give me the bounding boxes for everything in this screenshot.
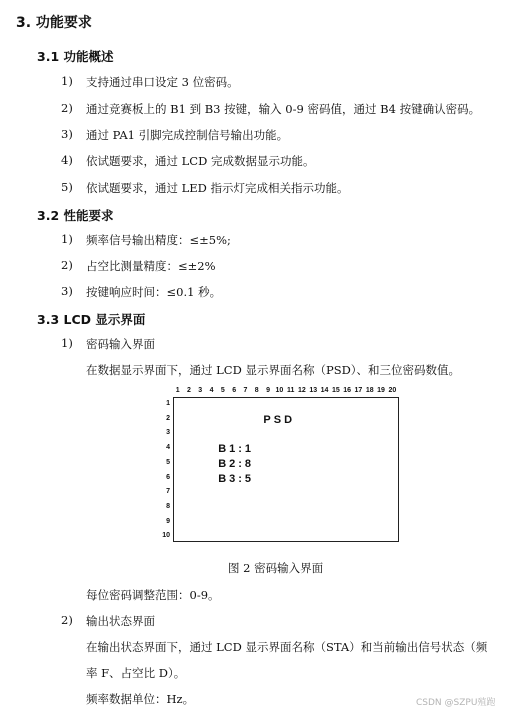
list-number: 1) xyxy=(61,336,73,350)
paragraph: 在数据显示界面下，通过 LCD 显示界面名称（PSD）、和三位密码数值。 xyxy=(86,363,461,377)
list-number: 1) xyxy=(61,74,73,88)
paragraph: 频率数据单位：Hz。 xyxy=(86,692,195,706)
list-item: 依试题要求，通过 LED 指示灯完成相关指示功能。 xyxy=(86,181,349,195)
lcd-text-line: PSD xyxy=(263,413,296,426)
lcd-row-labels xyxy=(160,397,172,547)
list-item: 频率信号输出精度：≤±5%; xyxy=(86,233,231,247)
list-item: 按键响应时间：≤0.1 秒。 xyxy=(86,285,222,299)
lcd-column-labels xyxy=(172,387,404,397)
lcd-row-label: 3 xyxy=(166,429,170,437)
list-number: 4) xyxy=(61,153,73,167)
list-number: 2) xyxy=(61,613,73,627)
list-item: 占空比测量精度：≤±2% xyxy=(86,259,216,273)
watermark: CSDN @SZPU殖跑 xyxy=(416,698,496,708)
figure-caption: 图 2 密码输入界面 xyxy=(228,561,324,575)
sub-heading: 输出状态界面 xyxy=(86,614,155,628)
list-number: 5) xyxy=(61,180,73,194)
lcd-row-label: 5 xyxy=(166,458,170,466)
lcd-row-label: 2 xyxy=(166,414,170,422)
lcd-column-label: 7 xyxy=(243,387,248,394)
paragraph: 每位密码调整范围：0-9。 xyxy=(86,588,220,602)
lcd-column-label: 2 xyxy=(186,387,191,394)
lcd-row-label: 10 xyxy=(162,532,170,540)
list-number: 3) xyxy=(61,127,73,141)
section-heading: 3. 功能要求 xyxy=(16,15,92,31)
lcd-column-label: 9 xyxy=(266,387,270,394)
list-number: 1) xyxy=(61,232,73,246)
subsection-3-1-heading: 3.1 功能概述 xyxy=(37,49,114,64)
sub-heading: 密码输入界面 xyxy=(86,337,155,351)
lcd-column-label: 18 xyxy=(365,387,374,394)
list-item: 通过竞赛板上的 B1 到 B3 按键，输入 0-9 密码值，通过 B4 按键确认密码。 xyxy=(86,102,481,116)
lcd-column-label: 19 xyxy=(377,387,385,394)
lcd-column-label: 20 xyxy=(388,387,397,394)
lcd-column-label: 10 xyxy=(275,387,284,394)
lcd-column-label: 11 xyxy=(286,387,295,394)
paragraph: 在输出状态界面下，通过 LCD 显示界面名称（STA）和当前输出信号状态（频 xyxy=(86,640,488,654)
lcd-column-label: 1 xyxy=(175,387,180,394)
lcd-column-label: 13 xyxy=(309,387,318,394)
list-item: 依试题要求，通过 LCD 完成数据显示功能。 xyxy=(86,154,315,168)
lcd-row-label: 1 xyxy=(166,400,170,407)
lcd-column-label: 12 xyxy=(298,387,306,394)
lcd-row-label: 7 xyxy=(166,488,170,496)
lcd-column-label: 17 xyxy=(354,387,363,394)
lcd-row-label: 4 xyxy=(166,444,170,452)
lcd-column-label: 8 xyxy=(254,387,259,394)
lcd-column-label: 16 xyxy=(343,387,352,394)
lcd-row-label: 9 xyxy=(166,517,170,525)
list-number: 2) xyxy=(61,258,73,272)
lcd-row-label: 8 xyxy=(166,502,170,510)
lcd-screen-figure xyxy=(173,397,399,542)
lcd-column-label: 14 xyxy=(320,387,329,394)
list-item: 支持通过串口设定 3 位密码。 xyxy=(86,75,239,89)
lcd-column-label: 15 xyxy=(331,387,340,394)
lcd-text-line: B2:8 xyxy=(218,457,255,470)
lcd-text-line: B1:1 xyxy=(218,443,255,456)
lcd-column-label: 3 xyxy=(198,387,203,394)
list-item: 通过 PA1 引脚完成控制信号输出功能。 xyxy=(86,128,289,142)
lcd-column-label: 4 xyxy=(209,387,214,394)
list-number: 2) xyxy=(61,101,73,115)
lcd-row-label: 6 xyxy=(166,473,170,481)
lcd-column-label: 6 xyxy=(232,387,237,394)
lcd-text-line: B3:5 xyxy=(218,472,255,485)
subsection-3-3-heading: 3.3 LCD 显示界面 xyxy=(37,312,146,327)
list-number: 3) xyxy=(61,284,73,298)
paragraph: 率 F、占空比 D）。 xyxy=(86,666,186,680)
lcd-column-label: 5 xyxy=(220,387,225,394)
subsection-3-2-heading: 3.2 性能要求 xyxy=(37,208,114,223)
